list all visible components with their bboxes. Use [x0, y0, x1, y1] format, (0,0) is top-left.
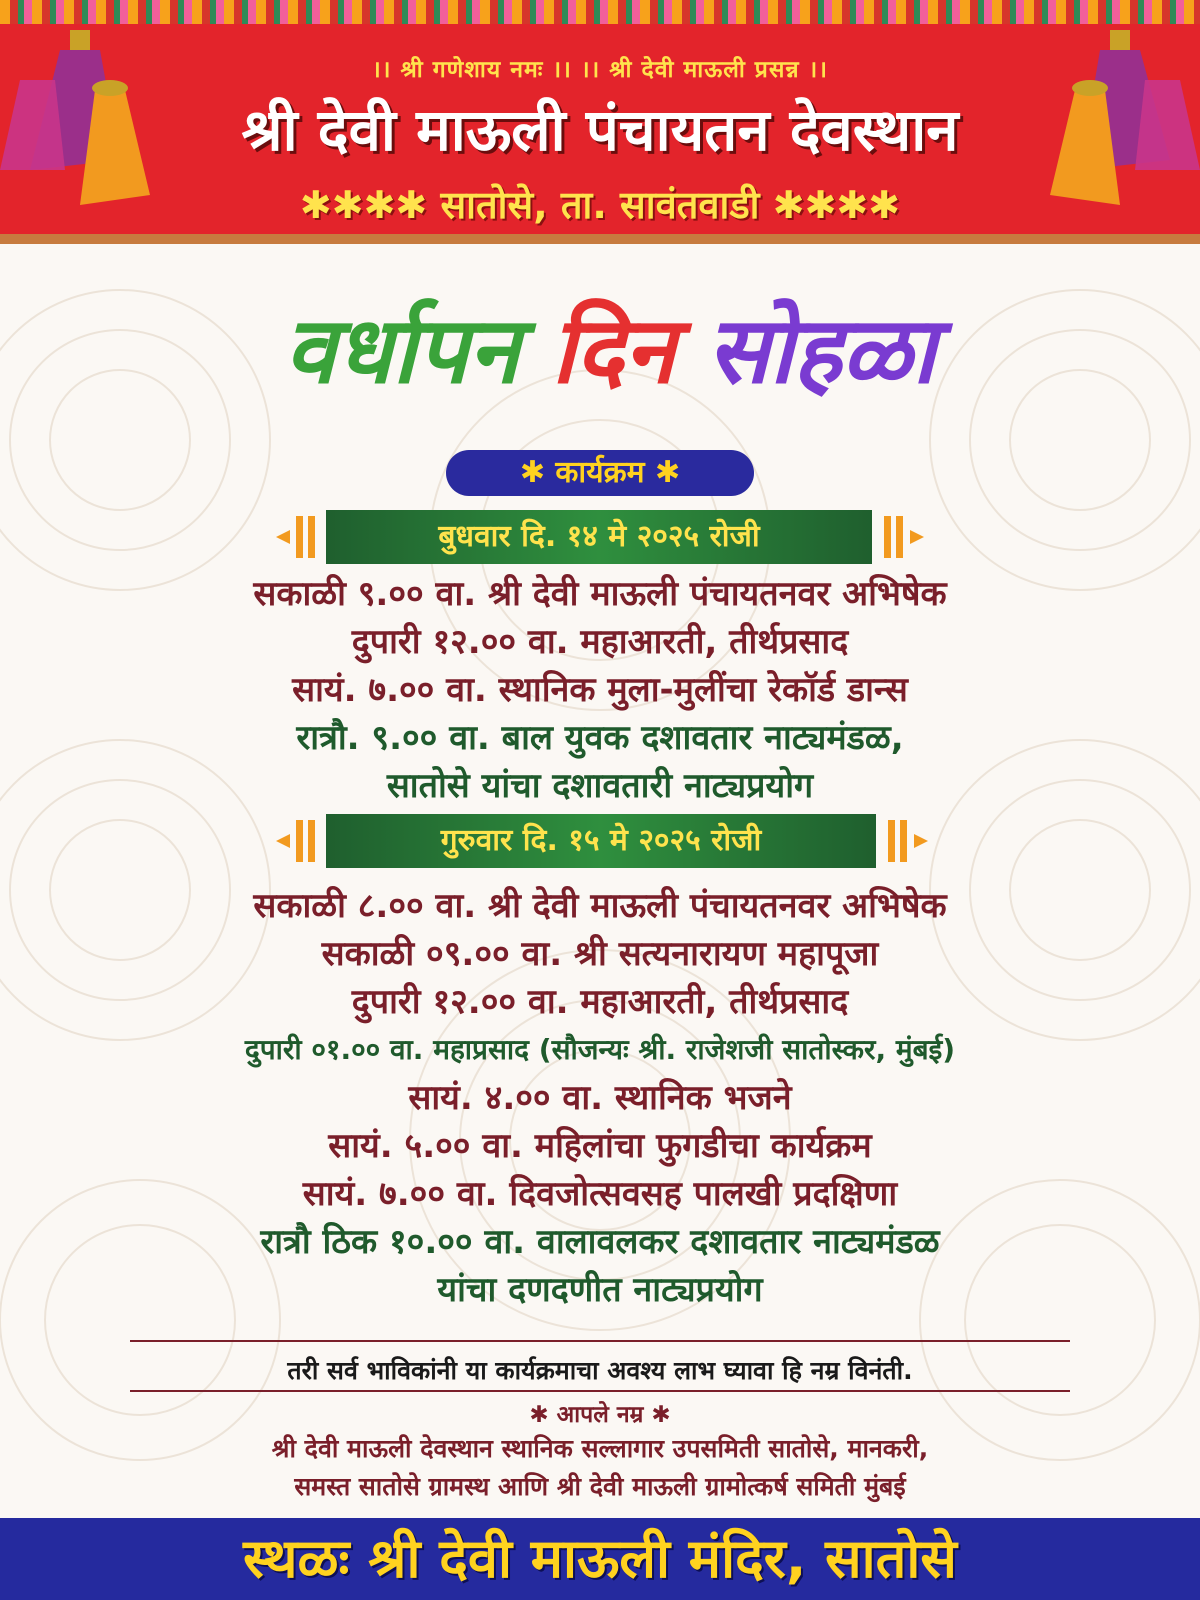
committee-line: समस्त सातोसे ग्रामस्थ आणि श्री देवी माऊली ग्रामोत्कर्ष समिती मुंबई: [294, 1472, 906, 1501]
star-decoration: ✱✱✱✱: [772, 183, 901, 227]
program-item: दुपारी ०१.०० वा. महाप्रसाद (सौजन्यः श्री. राजेशजी सातोस्कर, मुंबई): [244, 1033, 956, 1066]
program-item: सकाळी ८.०० वा. श्री देवी माऊली पंचायतनवर अभिषेक: [253, 886, 947, 926]
event-title: [220, 255, 1000, 450]
location-text: सातोसे, ता. सावंतवाडी: [440, 183, 760, 227]
closing-label: ✱ आपले नम्र ✱: [529, 1402, 671, 1428]
divider-bottom: [130, 1390, 1070, 1392]
program-item: सातोसे यांचा दशावतारी नाट्यप्रयोग: [386, 766, 814, 806]
program-label-pill: ✱ कार्यक्रम ✱: [446, 450, 754, 496]
day2-heading-banner: गुरुवार दि. १५ मे २०२५ रोजी: [326, 814, 876, 868]
program-item: सकाळी ९.०० वा. श्री देवी माऊली पंचायतनवर अभिषेक: [253, 574, 947, 614]
banner-bars-right-icon: [880, 816, 928, 866]
location-line: [0, 178, 1200, 230]
day1-program-list: [0, 570, 1200, 810]
banner-bars-right-icon: [876, 512, 924, 562]
committee-names: [0, 1430, 1200, 1506]
venue-footer: स्थळः श्री देवी माऊली मंदिर, सातोसे: [0, 1518, 1200, 1600]
event-title-word: दिन: [551, 296, 675, 404]
star-decoration: ✱✱✱✱: [299, 183, 428, 227]
header-banner: [0, 0, 1200, 244]
day2-program-list: [0, 882, 1200, 1314]
divider-top: [130, 1340, 1070, 1342]
event-title-word: वर्धापन: [284, 296, 520, 404]
event-title-word: सोहळा: [707, 296, 936, 404]
program-item: सायं. ७.०० वा. स्थानिक मुला-मुलींचा रेकॉर्ड डान्स: [292, 670, 908, 710]
program-item: यांचा दणदणीत नाट्यप्रयोग: [437, 1270, 763, 1310]
temple-name: श्री देवी माऊली पंचायतन देवस्थान: [241, 96, 959, 164]
banner-bars-left-icon: [276, 512, 324, 562]
program-item: रात्रौ ठिक १०.०० वा. वालावलकर दशावतार नाट्यमंडळ: [260, 1222, 940, 1262]
program-item: सकाळी ०९.०० वा. श्री सत्यनारायण महापूजा: [321, 934, 879, 974]
banner-bars-left-icon: [276, 816, 324, 866]
program-item: सायं. ७.०० वा. दिवजोत्सवसह पालखी प्रदक्षिणा: [302, 1174, 898, 1214]
program-item: दुपारी १२.०० वा. महाआरती, तीर्थप्रसाद: [351, 622, 849, 662]
program-item: सायं. ५.०० वा. महिलांचा फुगडीचा कार्यक्रम: [328, 1126, 872, 1166]
program-item: सायं. ४.०० वा. स्थानिक भजने: [408, 1078, 792, 1118]
program-item: रात्रौ. ९.०० वा. बाल युवक दशावतार नाट्यमंडळ,: [296, 718, 904, 758]
program-item: दुपारी १२.०० वा. महाआरती, तीर्थप्रसाद: [351, 982, 849, 1022]
committee-line: श्री देवी माऊली देवस्थान स्थानिक सल्लागार उपसमिती सातोसे, मानकरी,: [271, 1434, 929, 1463]
blessing-line: ।। श्री गणेशाय नमः ।। ।। श्री देवी माऊली प्रसन्न ।।: [372, 57, 828, 83]
day1-heading-banner: बुधवार दि. १४ मे २०२५ रोजी: [326, 510, 872, 564]
appeal-text: तरी सर्व भाविकांनी या कार्यक्रमाचा अवश्य लाभ घ्यावा हि नम्र विनंती.: [287, 1356, 913, 1385]
